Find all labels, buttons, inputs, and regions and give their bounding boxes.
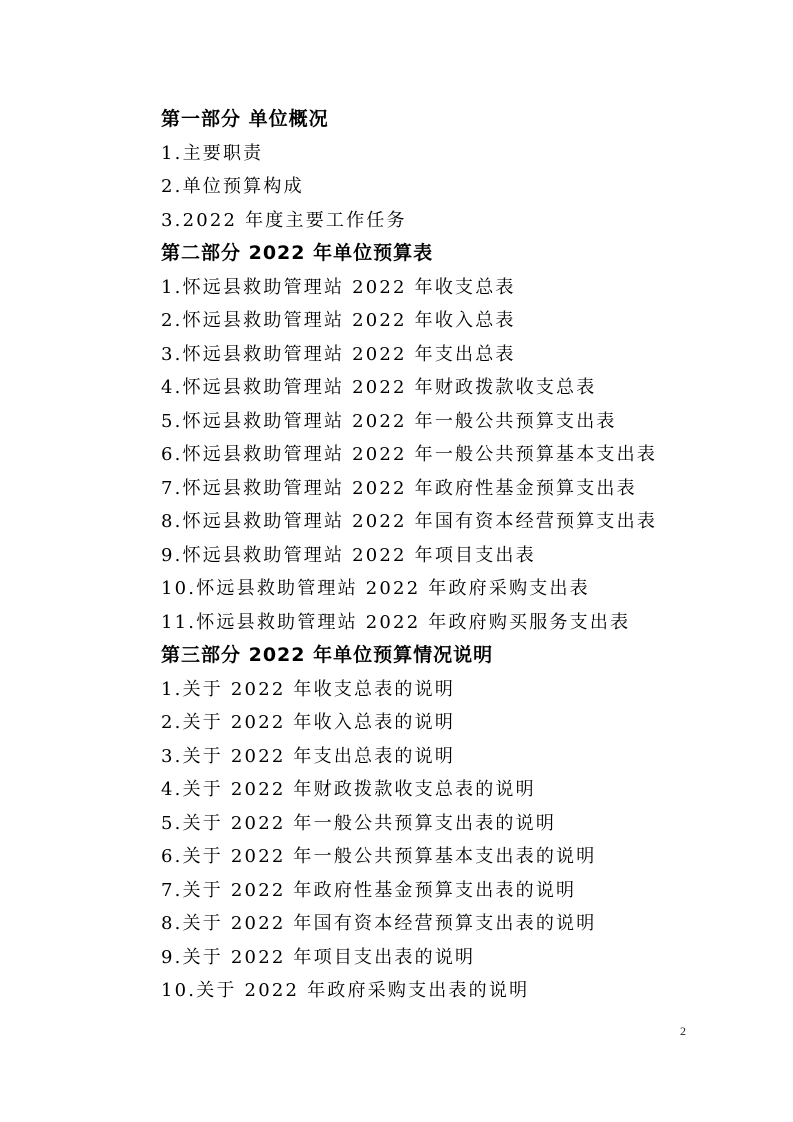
toc-item: 9.关于 2022 年项目支出表的说明 (161, 946, 476, 968)
toc-item: 10.怀远县救助管理站 2022 年政府采购支出表 (161, 578, 590, 599)
toc-item: 5.怀远县救助管理站 2022 年一般公共预算支出表 (161, 410, 617, 432)
section-budget-explanations (161, 639, 761, 1008)
toc-item: 7.怀远县救助管理站 2022 年政府性基金预算支出表 (161, 477, 637, 499)
toc-item: 11.怀远县救助管理站 2022 年政府购买服务支出表 (161, 611, 631, 633)
toc-item: 1.怀远县救助管理站 2022 年收支总表 (161, 276, 516, 298)
toc-item: 2.关于 2022 年收入总表的说明 (161, 712, 456, 733)
toc-item: 6.关于 2022 年一般公共预算基本支出表的说明 (161, 846, 597, 867)
toc-item: 3.2022 年度主要工作任务 (161, 209, 407, 231)
toc-item: 7.关于 2022 年政府性基金预算支出表的说明 (161, 879, 577, 901)
table-of-contents (161, 103, 761, 1008)
toc-item: 8.关于 2022 年国有资本经营预算支出表的说明 (161, 913, 597, 934)
toc-item: 9.怀远县救助管理站 2022 年项目支出表 (161, 544, 536, 566)
toc-item: 4.怀远县救助管理站 2022 年财政拨款收支总表 (161, 377, 597, 398)
toc-item: 3.关于 2022 年支出总表的说明 (161, 745, 456, 767)
section-budget-tables (161, 237, 761, 639)
toc-item: 1.关于 2022 年收支总表的说明 (161, 678, 456, 700)
section-unit-overview (161, 103, 761, 237)
section-heading: 第一部分 单位概况 (161, 108, 329, 130)
toc-item: 8.怀远县救助管理站 2022 年国有资本经营预算支出表 (161, 511, 658, 532)
page-number: 2 (680, 1024, 686, 1038)
toc-item: 2.单位预算构成 (161, 176, 304, 197)
toc-item: 10.关于 2022 年政府采购支出表的说明 (161, 980, 530, 1001)
toc-item: 5.关于 2022 年一般公共预算支出表的说明 (161, 812, 557, 834)
toc-item: 2.怀远县救助管理站 2022 年收入总表 (161, 310, 516, 331)
toc-item: 6.怀远县救助管理站 2022 年一般公共预算基本支出表 (161, 444, 658, 465)
section-heading: 第二部分 2022 年单位预算表 (161, 242, 434, 264)
toc-item: 3.怀远县救助管理站 2022 年支出总表 (161, 343, 516, 365)
section-heading: 第三部分 2022 年单位预算情况说明 (161, 644, 494, 666)
toc-item: 4.关于 2022 年财政拨款收支总表的说明 (161, 779, 536, 800)
toc-item: 1.主要职责 (161, 142, 264, 164)
